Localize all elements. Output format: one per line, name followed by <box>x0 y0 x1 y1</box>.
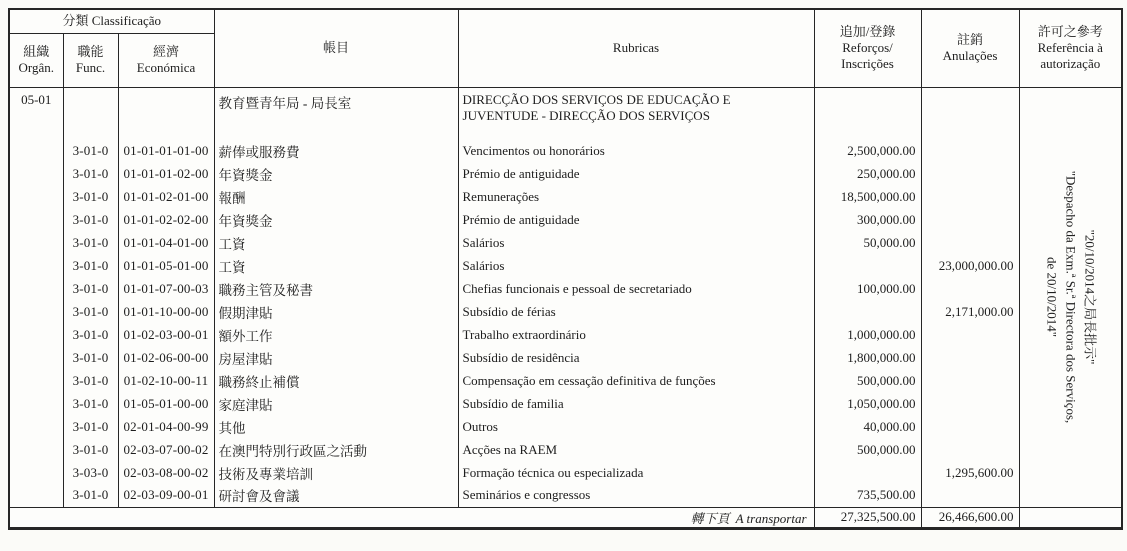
func-code-cell: 3-01-0 <box>63 185 118 208</box>
anulacoes-amount-cell <box>921 346 1019 369</box>
org-code-cell <box>9 231 63 254</box>
org-code-cell <box>9 139 63 162</box>
table-row <box>9 254 1122 277</box>
header-economica-pt: Económica <box>136 60 196 75</box>
reforcos-amount-cell: 1,000,000.00 <box>814 323 921 346</box>
func-code-cell: 3-01-0 <box>63 346 118 369</box>
account-name-zh-cell: 額外工作 <box>214 323 458 346</box>
econ-code-cell: 01-01-07-00-03 <box>118 277 214 300</box>
rubrica-pt-cell: Seminários e congressos <box>458 484 814 507</box>
table-row <box>9 162 1122 185</box>
func-code-cell: 3-01-0 <box>63 139 118 162</box>
authorization-line-pt1: "Despacho da Exm.ª Sr.ª Directora dos Serviços, <box>1063 170 1079 424</box>
econ-code-cell: 01-01-01-01-00 <box>118 139 214 162</box>
anulacoes-amount-cell <box>921 162 1019 185</box>
header-economica-zh: 經濟 <box>153 44 180 60</box>
header-reforcos-zh: 追加/登錄 <box>839 24 896 40</box>
anulacoes-amount-cell <box>921 438 1019 461</box>
rubrica-pt-cell: Chefias funcionais e pessoal de secretariado <box>458 277 814 300</box>
rubrica-pt-cell: Subsídio de familia <box>458 392 814 415</box>
table-row <box>9 415 1122 438</box>
func-code-cell: 3-01-0 <box>63 438 118 461</box>
org-code-cell <box>9 392 63 415</box>
rubrica-pt-cell: Subsídio de férias <box>458 300 814 323</box>
econ-code-cell: 01-02-03-00-01 <box>118 323 214 346</box>
org-code-cell <box>9 162 63 185</box>
table-row <box>9 392 1122 415</box>
reforcos-amount-cell: 1,800,000.00 <box>814 346 921 369</box>
authorization-rotated-text <box>1042 87 1099 507</box>
account-name-zh-cell: 研討會及會議 <box>214 484 458 507</box>
org-code-cell <box>9 323 63 346</box>
econ-code-cell: 02-03-07-00-02 <box>118 438 214 461</box>
rubrica-pt-cell: Prémio de antiguidade <box>458 208 814 231</box>
org-code-cell <box>9 461 63 484</box>
account-name-zh-cell: 職務終止補償 <box>214 369 458 392</box>
table-row <box>9 484 1122 507</box>
func-code-cell: 3-01-0 <box>63 484 118 507</box>
anulacoes-amount-cell <box>921 139 1019 162</box>
econ-code-cell: 02-03-08-00-02 <box>118 461 214 484</box>
header-reforcos-pt1: Reforços/ <box>842 40 893 56</box>
account-name-zh-cell: 家庭津貼 <box>214 392 458 415</box>
header-autorizacao <box>1019 9 1122 87</box>
econ-code-cell: 02-01-04-00-99 <box>118 415 214 438</box>
org-code-cell: 05-01 <box>9 87 63 139</box>
header-classification: 分類 Classificação <box>9 9 214 33</box>
table-row <box>9 438 1122 461</box>
header-orgao-zh: 組織 <box>23 44 50 60</box>
rubrica-pt-cell: Vencimentos ou honorários <box>458 139 814 162</box>
org-code-cell <box>9 369 63 392</box>
account-name-zh-cell: 薪俸或服務費 <box>214 139 458 162</box>
account-name-zh-cell: 技術及專業培訓 <box>214 461 458 484</box>
func-code-cell: 3-01-0 <box>63 208 118 231</box>
account-name-zh-cell: 年資獎金 <box>214 208 458 231</box>
authorization-line-zh: "20/10/2014之局長批示" <box>1082 229 1098 365</box>
econ-code-cell: 01-02-06-00-00 <box>118 346 214 369</box>
table-row <box>9 461 1122 484</box>
rubrica-pt-cell: Compensação em cessação definitiva de funções <box>458 369 814 392</box>
header-reforcos <box>814 9 921 87</box>
func-code-cell: 3-03-0 <box>63 461 118 484</box>
header-autorizacao-pt: Referência à autorização <box>1037 40 1103 72</box>
anulacoes-amount-cell <box>921 208 1019 231</box>
reforcos-amount-cell: 500,000.00 <box>814 438 921 461</box>
carry-forward-label-pt: A transportar <box>735 510 807 526</box>
header-anulacoes <box>921 9 1019 87</box>
reforcos-amount-cell: 500,000.00 <box>814 369 921 392</box>
header-autorizacao-zh: 許可之參考 <box>1037 24 1103 40</box>
econ-code-cell <box>118 87 214 139</box>
table-row <box>9 139 1122 162</box>
carry-forward-row <box>9 507 1122 528</box>
org-code-cell <box>9 277 63 300</box>
org-code-cell <box>9 300 63 323</box>
header-account: 帳目 <box>214 9 458 87</box>
table-row <box>9 346 1122 369</box>
econ-code-cell: 01-05-01-00-00 <box>118 392 214 415</box>
account-name-zh-cell: 房屋津貼 <box>214 346 458 369</box>
anulacoes-amount-cell <box>921 484 1019 507</box>
account-name-zh-cell: 工資 <box>214 254 458 277</box>
header-rubricas: Rubricas <box>458 9 814 87</box>
anulacoes-amount-cell: 2,171,000.00 <box>921 300 1019 323</box>
table-row <box>9 323 1122 346</box>
func-code-cell: 3-01-0 <box>63 254 118 277</box>
func-code-cell: 3-01-0 <box>63 277 118 300</box>
reforcos-amount-cell <box>814 461 921 484</box>
reforcos-amount-cell <box>814 254 921 277</box>
table-row <box>9 300 1122 323</box>
anulacoes-amount-cell <box>921 323 1019 346</box>
reforcos-amount-cell: 18,500,000.00 <box>814 185 921 208</box>
anulacoes-amount-cell <box>921 392 1019 415</box>
budget-table <box>8 8 1123 530</box>
header-funcao <box>63 33 118 87</box>
rubrica-pt-cell: Acções na RAEM <box>458 438 814 461</box>
econ-code-cell: 01-02-10-00-11 <box>118 369 214 392</box>
anulacoes-amount-cell <box>921 185 1019 208</box>
reforcos-amount-cell <box>814 87 921 139</box>
org-code-cell <box>9 254 63 277</box>
rubrica-pt-cell: Salários <box>458 231 814 254</box>
func-code-cell: 3-01-0 <box>63 323 118 346</box>
scanned-budget-page <box>8 8 1123 530</box>
header-funcao-pt: Func. <box>75 60 106 75</box>
authorization-line-pt2: de 20/10/2014" <box>1044 256 1060 338</box>
reforcos-amount-cell: 2,500,000.00 <box>814 139 921 162</box>
econ-code-cell: 01-01-05-01-00 <box>118 254 214 277</box>
header-anulacoes-zh: 註銷 <box>957 32 984 48</box>
reforcos-amount-cell: 300,000.00 <box>814 208 921 231</box>
econ-code-cell: 01-01-02-01-00 <box>118 185 214 208</box>
header-row-classification <box>9 9 1122 33</box>
rubrica-pt-cell: Remunerações <box>458 185 814 208</box>
account-name-zh-cell: 工資 <box>214 231 458 254</box>
func-code-cell: 3-01-0 <box>63 369 118 392</box>
econ-code-cell: 01-01-01-02-00 <box>118 162 214 185</box>
account-name-zh-cell: 其他 <box>214 415 458 438</box>
account-name-zh-cell: 報酬 <box>214 185 458 208</box>
anulacoes-amount-cell <box>921 369 1019 392</box>
anulacoes-amount-cell <box>921 415 1019 438</box>
anulacoes-amount-cell <box>921 277 1019 300</box>
table-row <box>9 185 1122 208</box>
table-row <box>9 369 1122 392</box>
anulacoes-amount-cell <box>921 231 1019 254</box>
carry-forward-label-cell <box>9 507 814 528</box>
org-code-cell <box>9 346 63 369</box>
department-name-pt: DIRECÇÃO DOS SERVIÇOS DE EDUCAÇÃO E JUVENTUDE - DIRECÇÃO DOS SERVIÇOS <box>458 87 814 139</box>
account-name-zh-cell: 年資獎金 <box>214 162 458 185</box>
table-row <box>9 208 1122 231</box>
func-code-cell: 3-01-0 <box>63 162 118 185</box>
department-row <box>9 87 1122 139</box>
account-name-zh-cell: 職務主管及秘書 <box>214 277 458 300</box>
func-code-cell: 3-01-0 <box>63 300 118 323</box>
org-code-cell <box>9 185 63 208</box>
table-row <box>9 231 1122 254</box>
header-economica <box>118 33 214 87</box>
header-reforcos-pt2: Inscrições <box>841 56 894 72</box>
account-name-zh-cell: 假期津貼 <box>214 300 458 323</box>
anulacoes-amount-cell <box>921 87 1019 139</box>
carry-forward-label-zh: 轉下頁 <box>690 510 730 526</box>
org-code-cell <box>9 438 63 461</box>
authorization-reference-cell <box>1019 87 1122 507</box>
header-anulacoes-pt: Anulações <box>942 48 998 64</box>
func-code-cell: 3-01-0 <box>63 392 118 415</box>
rubrica-pt-cell: Trabalho extraordinário <box>458 323 814 346</box>
func-code-cell: 3-01-0 <box>63 415 118 438</box>
reforcos-total-cell: 27,325,500.00 <box>814 507 921 528</box>
table-header <box>9 9 1122 87</box>
econ-code-cell: 02-03-09-00-01 <box>118 484 214 507</box>
reforcos-amount-cell: 50,000.00 <box>814 231 921 254</box>
table-row <box>9 277 1122 300</box>
rubrica-pt-cell: Salários <box>458 254 814 277</box>
rubrica-pt-cell: Prémio de antiguidade <box>458 162 814 185</box>
account-name-zh-cell: 在澳門特別行政區之活動 <box>214 438 458 461</box>
header-orgao <box>9 33 63 87</box>
table-body <box>9 87 1122 528</box>
header-funcao-zh: 職能 <box>77 44 104 60</box>
rubrica-pt-cell: Subsídio de residência <box>458 346 814 369</box>
func-code-cell <box>63 87 118 139</box>
reforcos-amount-cell <box>814 300 921 323</box>
reforcos-amount-cell: 250,000.00 <box>814 162 921 185</box>
econ-code-cell: 01-01-04-01-00 <box>118 231 214 254</box>
org-code-cell <box>9 484 63 507</box>
rubrica-pt-cell: Formação técnica ou especializada <box>458 461 814 484</box>
econ-code-cell: 01-01-02-02-00 <box>118 208 214 231</box>
func-code-cell: 3-01-0 <box>63 231 118 254</box>
econ-code-cell: 01-01-10-00-00 <box>118 300 214 323</box>
anulacoes-total-cell: 26,466,600.00 <box>921 507 1019 528</box>
org-code-cell <box>9 415 63 438</box>
department-name-zh: 教育暨青年局 - 局長室 <box>214 87 458 139</box>
reforcos-amount-cell: 100,000.00 <box>814 277 921 300</box>
reforcos-amount-cell: 1,050,000.00 <box>814 392 921 415</box>
rubrica-pt-cell: Outros <box>458 415 814 438</box>
anulacoes-amount-cell: 23,000,000.00 <box>921 254 1019 277</box>
header-orgao-pt: Orgân. <box>18 60 54 75</box>
reforcos-amount-cell: 735,500.00 <box>814 484 921 507</box>
authorization-footer-empty-cell <box>1019 507 1122 528</box>
reforcos-amount-cell: 40,000.00 <box>814 415 921 438</box>
org-code-cell <box>9 208 63 231</box>
anulacoes-amount-cell: 1,295,600.00 <box>921 461 1019 484</box>
